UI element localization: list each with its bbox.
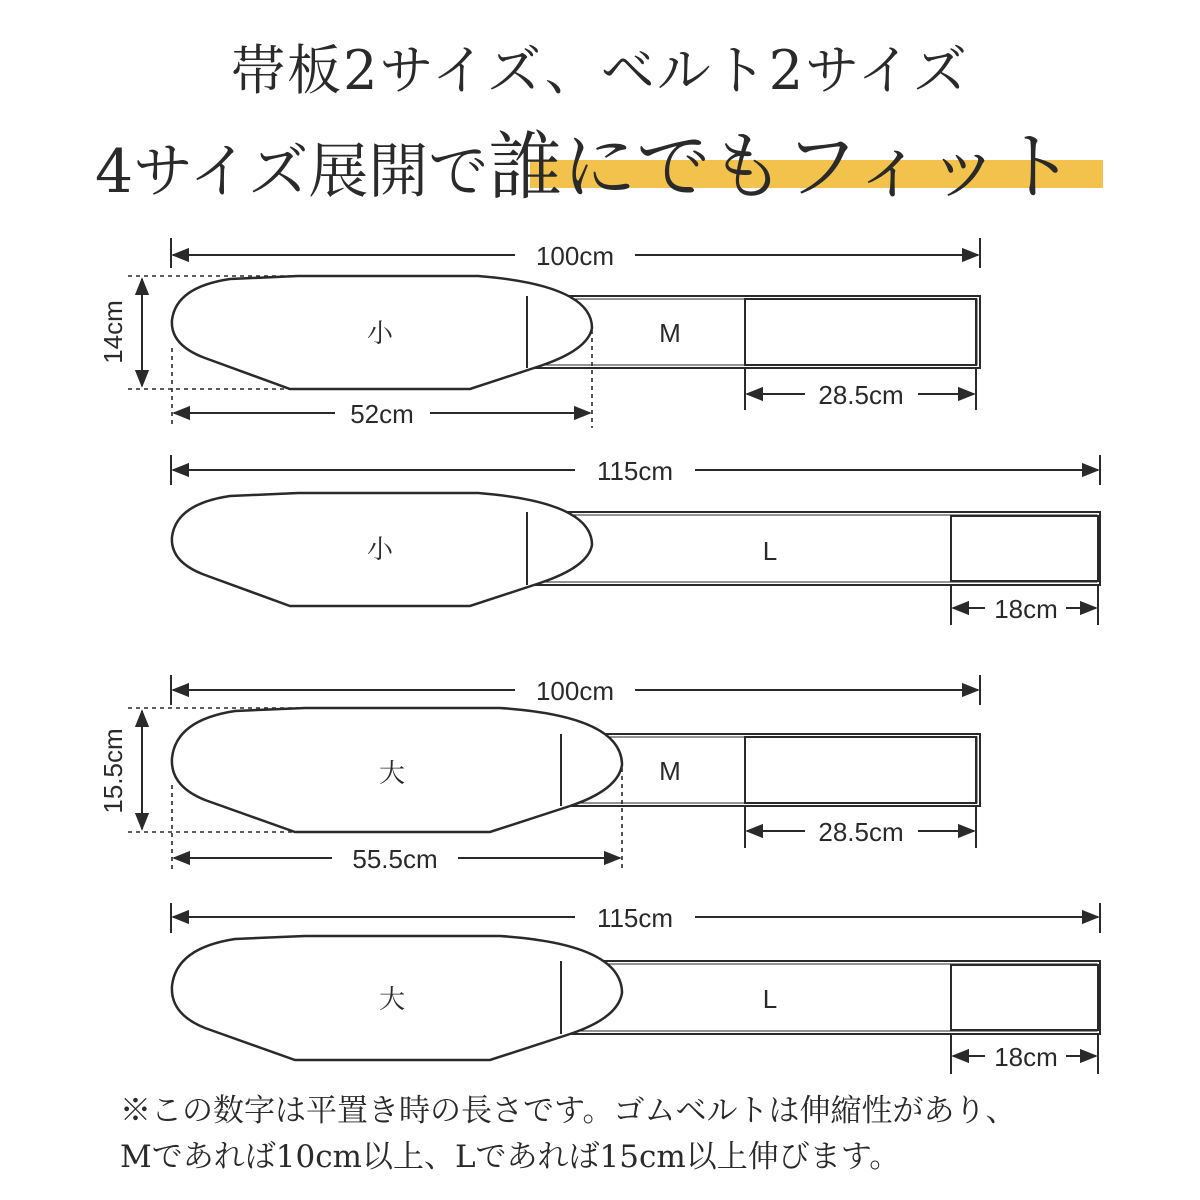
velcro-length-label: 28.5cm <box>818 817 904 847</box>
headline-line-1: 帯板2サイズ、ベルト2サイズ <box>231 39 969 102</box>
board-length-label: 55.5cm <box>352 844 438 874</box>
velcro-length-label: 28.5cm <box>818 380 904 410</box>
headline-prefix: 4サイズ展開で <box>95 137 489 207</box>
board-size-label: 小 <box>366 534 394 564</box>
diagram-large-m <box>98 675 980 874</box>
belt-size-label: M <box>659 318 681 348</box>
total-length-label: 100cm <box>535 241 615 271</box>
diagram-large-l <box>171 903 1100 1074</box>
velcro-patch <box>745 299 976 365</box>
total-length-label: 115cm <box>596 456 674 486</box>
velcro-length-label: 18cm <box>994 1042 1058 1072</box>
diagram-small-m <box>98 238 980 429</box>
total-length-label: 115cm <box>596 903 674 933</box>
board-size-label: 大 <box>378 758 406 788</box>
total-length-label: 100cm <box>535 676 615 706</box>
headline-emphasis: 誰にでもフィット <box>488 124 1075 210</box>
belt-size-label: M <box>659 756 681 786</box>
board-height-label: 15.5cm <box>98 728 128 814</box>
velcro-patch <box>951 516 1098 581</box>
footnote <box>120 1088 1017 1180</box>
footnote-line-2: Mであれば10cm以上、Lであれば15cm以上伸びます。 <box>120 1139 901 1175</box>
belt-size-label: L <box>762 536 778 566</box>
velcro-length-label: 18cm <box>994 594 1058 624</box>
diagram-small-l <box>171 455 1100 625</box>
footnote-line-1: ※この数字は平置き時の長さです。ゴムベルトは伸縮性があり、 <box>120 1093 1017 1129</box>
board-length-label: 52cm <box>350 399 414 429</box>
board-height-label: 14cm <box>98 300 128 364</box>
board-size-label: 小 <box>366 318 394 348</box>
board-size-label: 大 <box>378 984 406 1014</box>
velcro-patch <box>951 965 1098 1030</box>
velcro-patch <box>745 737 976 803</box>
belt-size-label: L <box>762 984 778 1014</box>
